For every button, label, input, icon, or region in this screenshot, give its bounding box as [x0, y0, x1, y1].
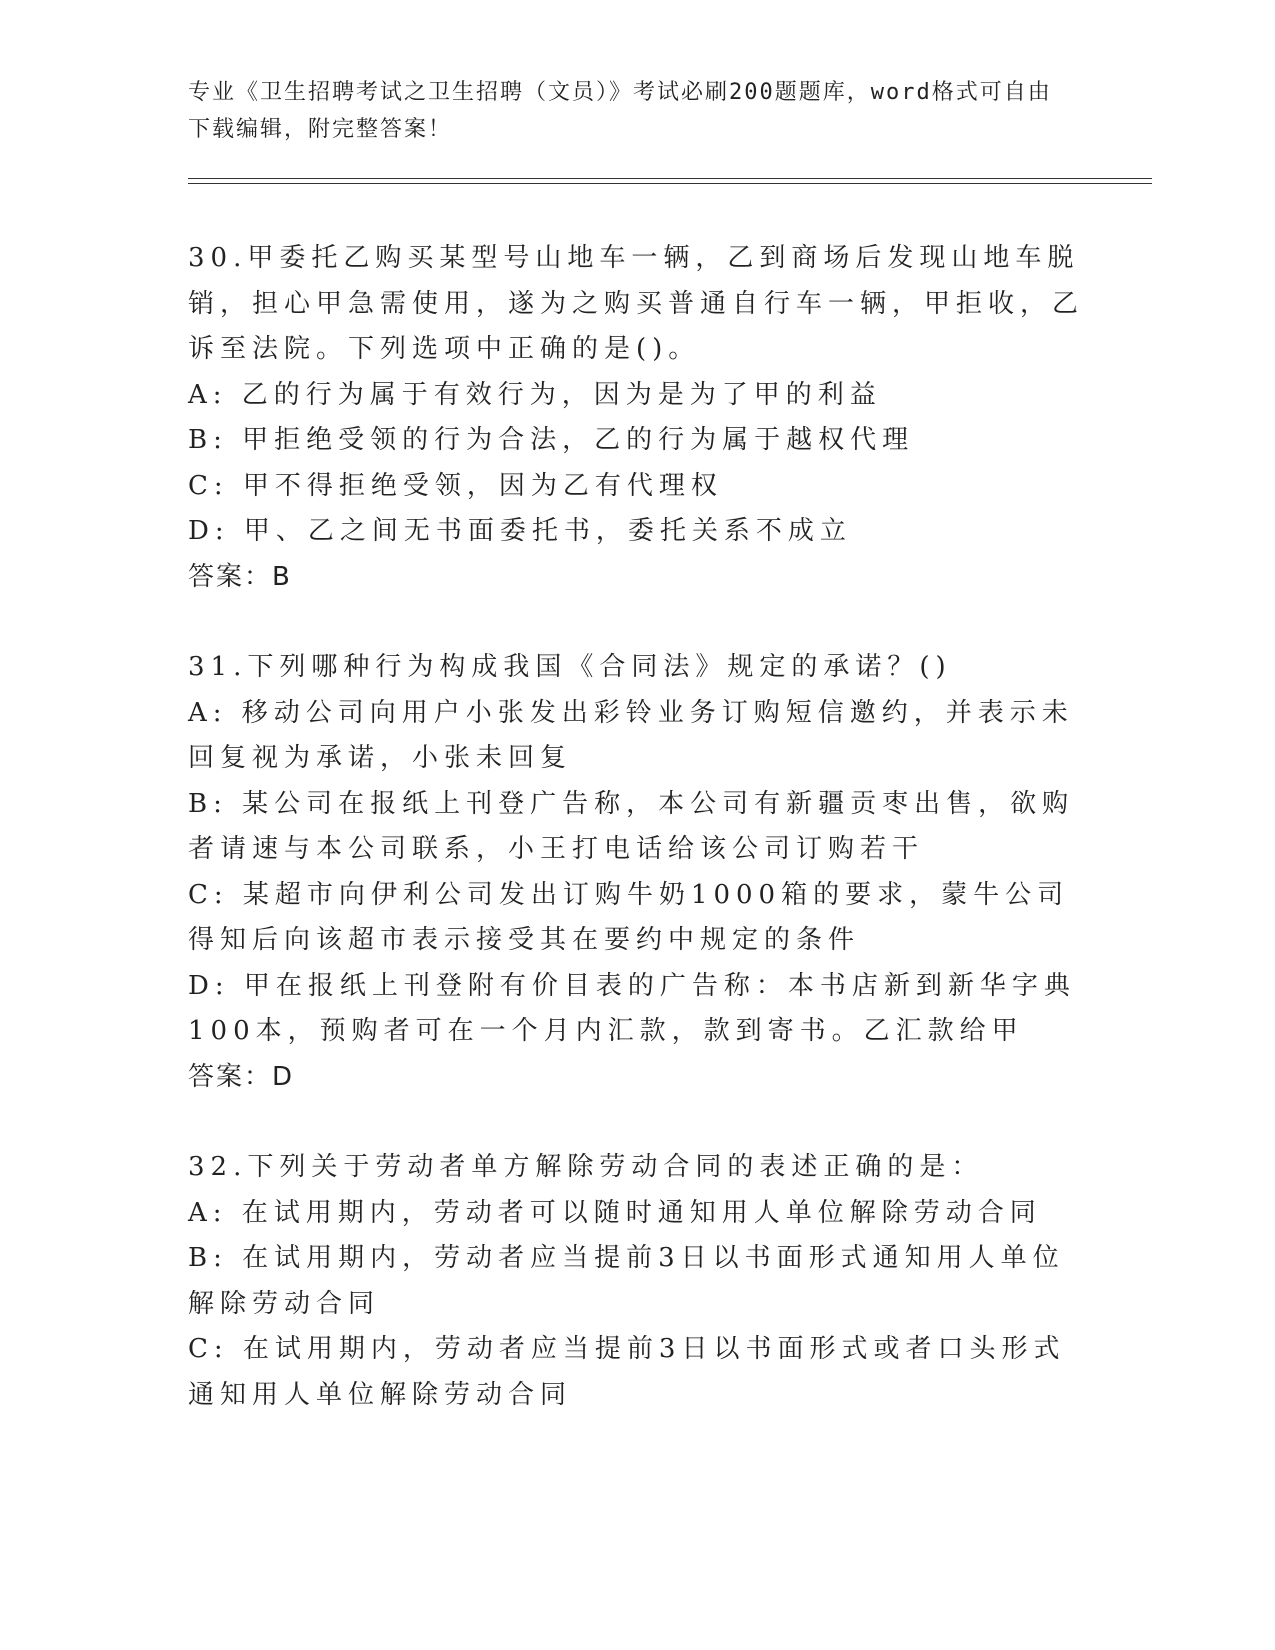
answer-line: 答案：D [188, 1061, 295, 1092]
question-stem: 32.下列关于劳动者单方解除劳动合同的表述正确的是： [188, 1152, 984, 1182]
option-c: C: 在试用期内，劳动者应当提前3日以书面形式或者口头形式通知用人单位解除劳动合同 [188, 1334, 1066, 1410]
option-a: A: 在试用期内，劳动者可以随时通知用人单位解除劳动合同 [188, 1197, 1042, 1228]
question-31 [188, 645, 1088, 1100]
option-c: C: 某超市向伊利公司发出订购牛奶1000箱的要求，蒙牛公司得知后向该超市表示接受其在要约中规定的条件 [188, 879, 1070, 955]
question-32 [188, 1145, 1088, 1418]
answer-line: 答案：B [188, 561, 292, 592]
option-d: D: 甲在报纸上刊登附有价目表的广告称：本书店新到新华字典100本，预购者可在一个月内汇款，款到寄书。乙汇款给甲 [188, 970, 1076, 1046]
option-d: D: 甲、乙之间无书面委托书，委托关系不成立 [188, 516, 852, 546]
document-header: 专业《卫生招聘考试之卫生招聘（文员）》考试必刷200题题库，word格式可自由下载编辑，附完整答案！ [188, 80, 1052, 142]
question-list [188, 236, 1088, 1418]
header-divider-bottom [188, 183, 1152, 184]
option-a: A: 移动公司向用户小张发出彩铃业务订购短信邀约，并表示未回复视为承诺，小张未回复 [188, 697, 1074, 773]
question-stem: 30.甲委托乙购买某型号山地车一辆，乙到商场后发现山地车脱销，担心甲急需使用，遂为之购买普通自行车一辆，甲拒收，乙诉至法院。下列选项中正确的是()。 [188, 243, 1085, 364]
question-30 [188, 236, 1088, 600]
question-stem: 31.下列哪种行为构成我国《合同法》规定的承诺？() [188, 652, 952, 682]
option-b: B: 某公司在报纸上刊登广告称，本公司有新疆贡枣出售，欲购者请速与本公司联系，小王打电话给该公司订购若干 [188, 788, 1075, 864]
option-b: B: 甲拒绝受领的行为合法，乙的行为属于越权代理 [188, 425, 915, 455]
header-divider-top [188, 178, 1152, 179]
option-a: A: 乙的行为属于有效行为，因为是为了甲的利益 [188, 379, 882, 410]
option-b: B: 在试用期内，劳动者应当提前3日以书面形式通知用人单位解除劳动合同 [188, 1243, 1065, 1319]
option-c: C: 甲不得拒绝受领，因为乙有代理权 [188, 470, 723, 501]
